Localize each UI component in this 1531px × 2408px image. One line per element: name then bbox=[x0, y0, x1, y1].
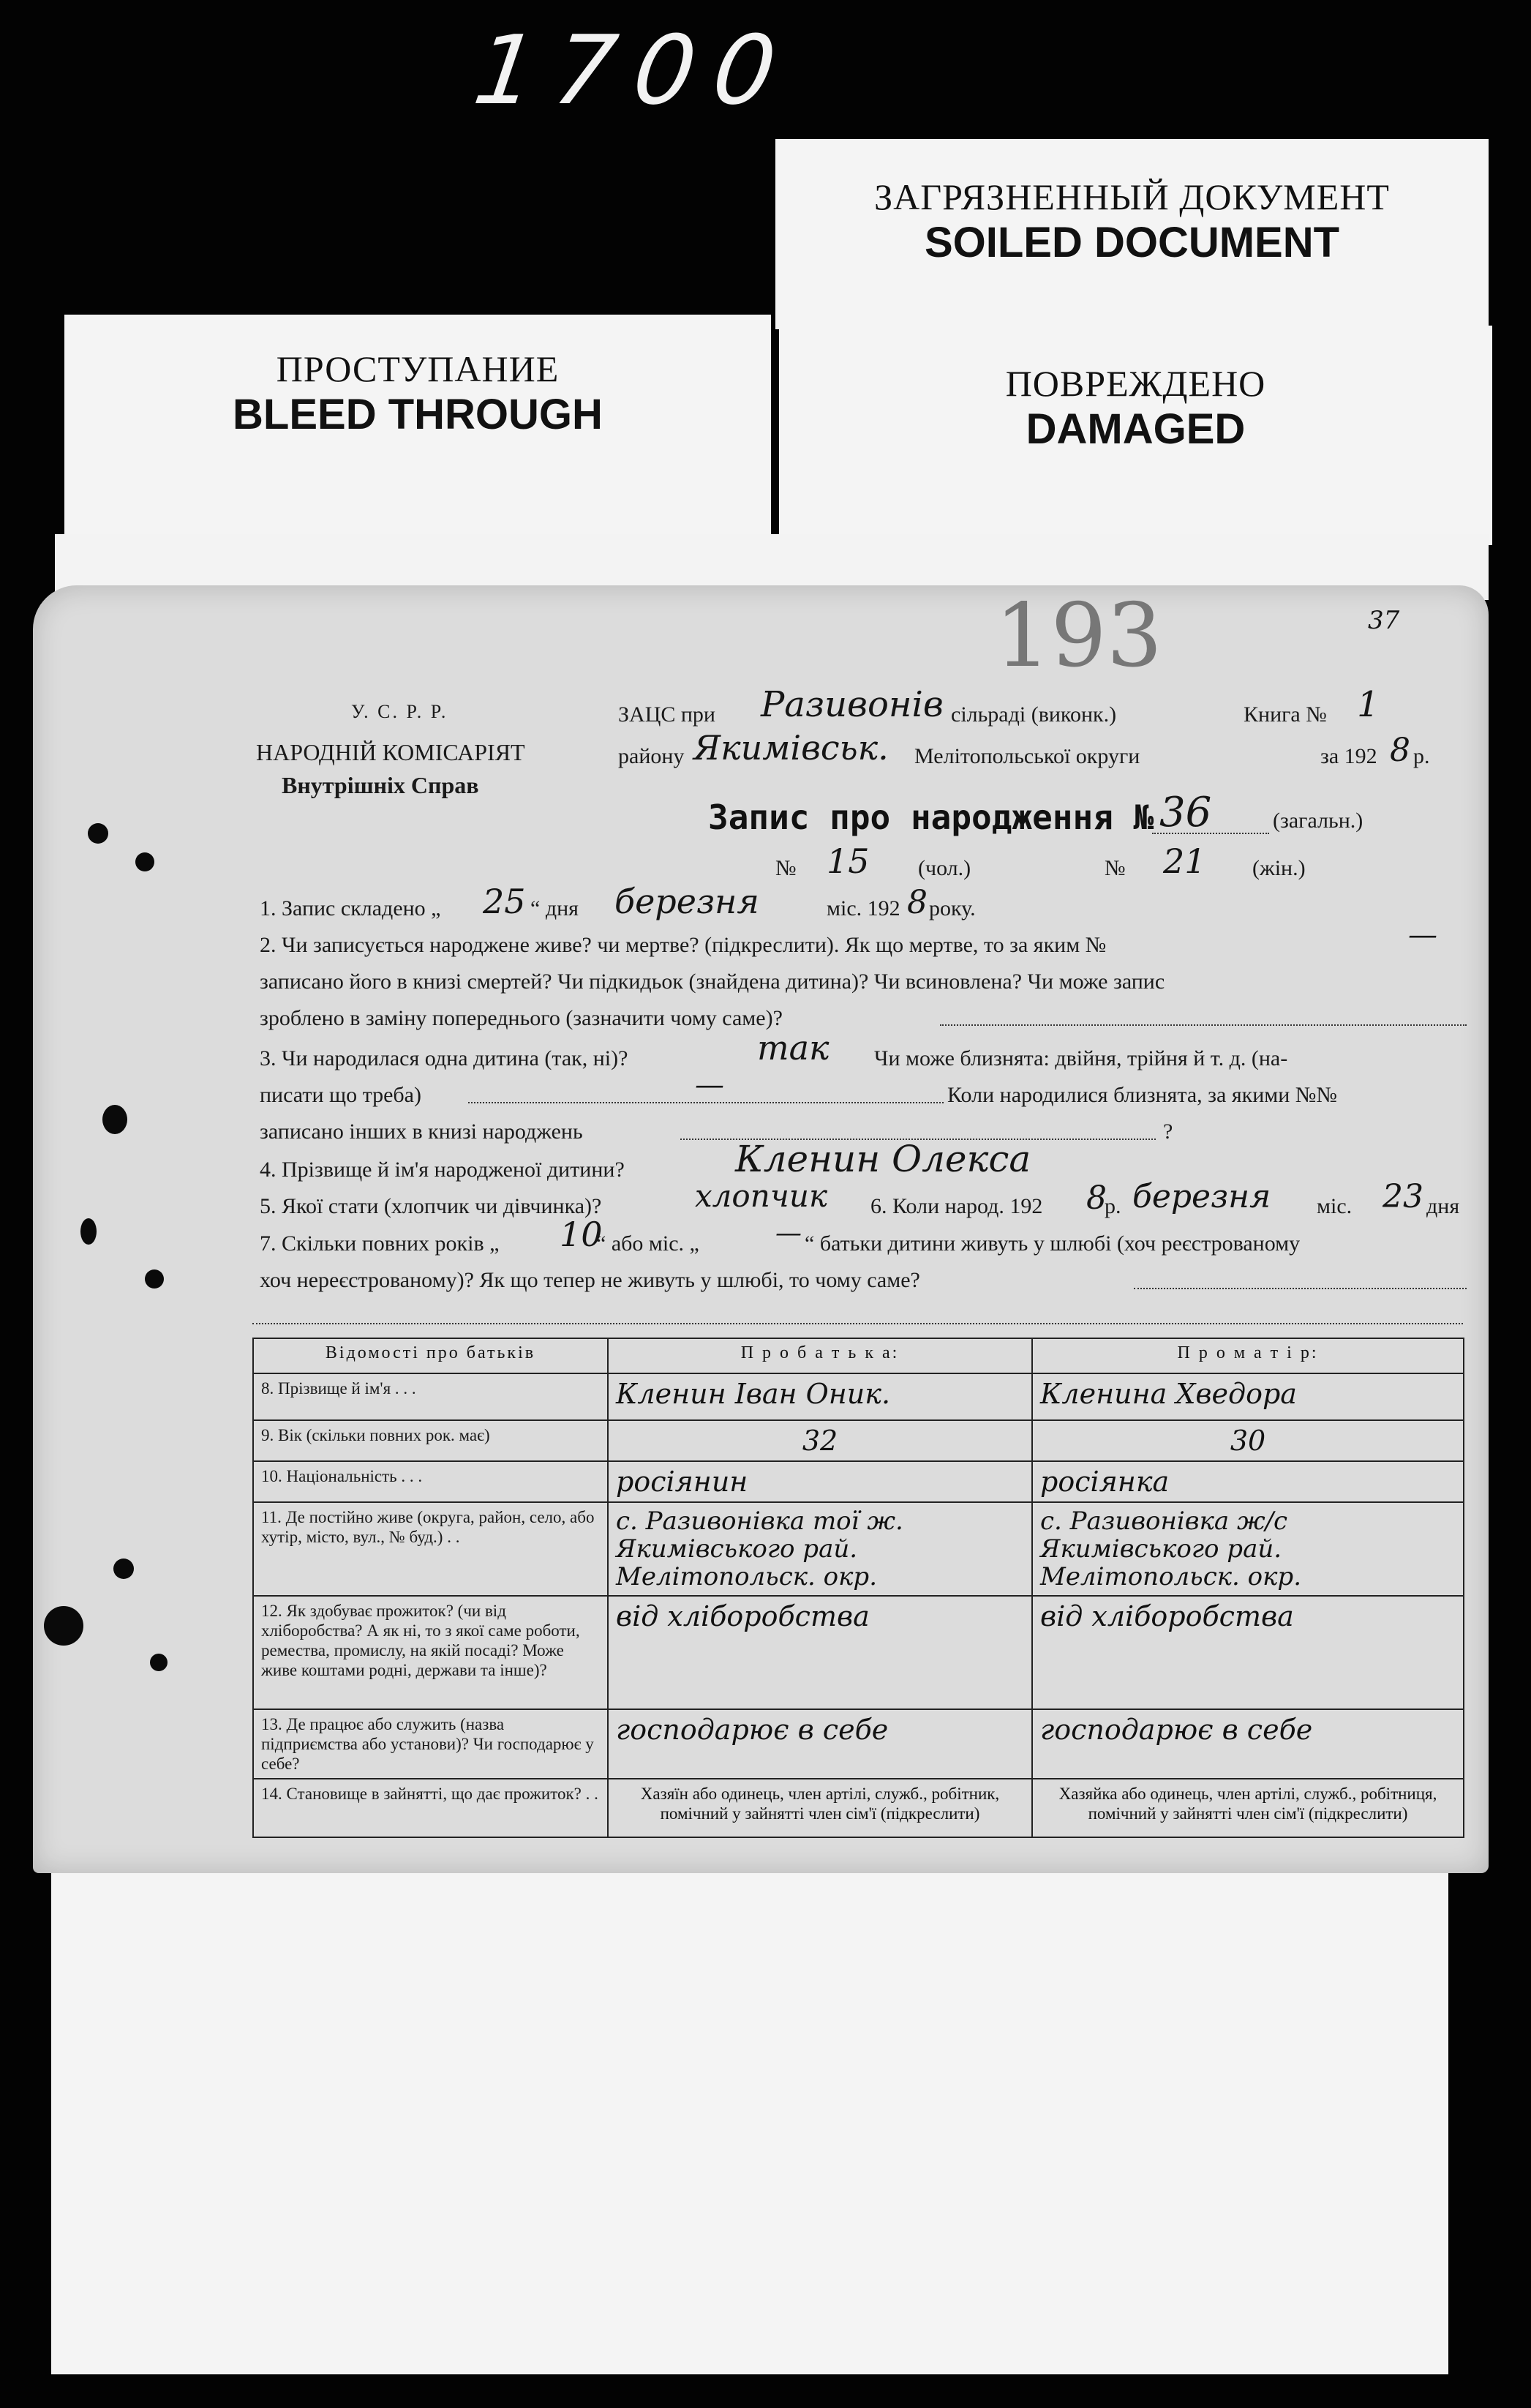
table-header bbox=[253, 1338, 1464, 1373]
okruha: Мелітопольської округи bbox=[914, 744, 1140, 768]
father-value: господарює в себе bbox=[608, 1709, 1032, 1779]
child-sex: хлопчик bbox=[695, 1178, 828, 1214]
q7-line: 7. Скільки повних років „ bbox=[260, 1231, 500, 1256]
damaged-label-ru: ПОВРЕЖДЕНО bbox=[1005, 363, 1266, 404]
soiled-document-label bbox=[775, 139, 1489, 329]
q2-line-cont: записано його в книзі смертей? Чи підкидьок (знайдена дитина)? Чи всиновлена? Чи може запис bbox=[260, 969, 1165, 994]
damage-hole bbox=[135, 852, 154, 871]
soiled-label-en: SOILED DOCUMENT bbox=[924, 219, 1340, 266]
birth-month: березня bbox=[1132, 1178, 1271, 1215]
mother-value: с. Разивонівка ж/с Якимівського рай. Мелітопольск. окр. bbox=[1032, 1502, 1464, 1596]
q1-year-label: року. bbox=[929, 896, 976, 920]
mother-value: від хліборобства bbox=[1032, 1596, 1464, 1709]
zags-prefix: ЗАЦС при bbox=[618, 702, 715, 727]
q2-line: 2. Чи записується народжене живе? чи мертве? (підкреслити). Як що мертве, то за яким № bbox=[260, 933, 1107, 957]
birth-day: 23 bbox=[1383, 1178, 1423, 1215]
q1-prefix: 1. Запис складено „ bbox=[260, 896, 441, 920]
q3-answer: так bbox=[757, 1028, 830, 1068]
q6-day-label: дня bbox=[1426, 1194, 1460, 1218]
mother-value: 30 bbox=[1032, 1420, 1464, 1461]
zags-suffix: сільраді (виконк.) bbox=[951, 702, 1117, 727]
q1-day-label: “ дня bbox=[530, 896, 579, 920]
female-label: (жін.) bbox=[1252, 856, 1306, 880]
father-value: росіянин bbox=[608, 1461, 1032, 1502]
record-year: 8 bbox=[907, 884, 928, 921]
q5-line: 5. Якої стати (хлопчик чи дівчинка)? bbox=[260, 1194, 602, 1218]
damage-hole bbox=[113, 1559, 134, 1579]
q3-twins: Коли народилися близнята, за якими №№ bbox=[947, 1083, 1338, 1107]
dotted-separator bbox=[252, 1323, 1463, 1324]
record-day: 25 bbox=[483, 882, 526, 921]
q3-line-b: Чи може близнята: двійня, трійня й т. д. (на- bbox=[874, 1046, 1288, 1070]
dotted-line bbox=[468, 1102, 944, 1103]
general-label: (загальн.) bbox=[1273, 809, 1363, 833]
dotted-line bbox=[1134, 1288, 1467, 1289]
record-month: березня bbox=[614, 882, 759, 921]
damage-hole bbox=[102, 1105, 127, 1134]
row-question: 9. Вік (скільки повних рок. має) bbox=[253, 1420, 608, 1461]
male-label: (чол.) bbox=[918, 856, 971, 880]
damage-hole bbox=[80, 1218, 97, 1245]
dotted-line bbox=[1152, 833, 1269, 834]
father-value: від хліборобства bbox=[608, 1596, 1032, 1709]
father-value: Хазяїн або одинець, член артілі, служб., робітник, помічний у зайнятті член сім'ї (підкреслити) bbox=[608, 1779, 1032, 1837]
mother-value: господарює в себе bbox=[1032, 1709, 1464, 1779]
female-count: 21 bbox=[1163, 841, 1206, 881]
row-question: 13. Де працює або служить (назва підприємства або установи)? Чи господарює у себе? bbox=[253, 1709, 608, 1779]
parents-table bbox=[252, 1338, 1464, 1838]
damage-hole bbox=[88, 823, 108, 844]
backing-sheet bbox=[51, 1862, 1448, 2374]
district-name: Якимівськ. bbox=[693, 728, 889, 768]
female-no-label: № bbox=[1105, 856, 1126, 880]
bleed-label-en: BLEED THROUGH bbox=[233, 391, 603, 438]
year-label: за 192 bbox=[1320, 744, 1377, 768]
q7-line-b: “ або міс. „ bbox=[596, 1231, 699, 1256]
q3-line-cont: писати що треба) bbox=[260, 1083, 421, 1107]
table-row bbox=[253, 1709, 1464, 1779]
male-count: 15 bbox=[827, 841, 870, 881]
year-digit: 8 bbox=[1390, 732, 1410, 769]
q3-line-end: записано інших в книзі народжень bbox=[260, 1119, 583, 1144]
damage-hole bbox=[145, 1269, 164, 1289]
q1-month-label: міс. 192 bbox=[827, 896, 900, 920]
record-title: Запис про народження № bbox=[708, 798, 1154, 837]
q6-month-label: міс. bbox=[1317, 1194, 1353, 1218]
q6-year-suffix: р. bbox=[1105, 1194, 1121, 1218]
mother-value: Кленина Хведора bbox=[1032, 1373, 1464, 1420]
row-question: 10. Національність . . . bbox=[253, 1461, 608, 1502]
q3-mark: ? bbox=[1163, 1119, 1173, 1144]
book-number: 1 bbox=[1357, 684, 1380, 725]
q7-line-c: “ батьки дитини живуть у шлюбі (хоч реєстрованому bbox=[805, 1231, 1301, 1256]
frame-number: 1700 bbox=[467, 15, 802, 126]
table-row bbox=[253, 1420, 1464, 1461]
village-name: Разивонів bbox=[761, 684, 944, 725]
table-row bbox=[253, 1596, 1464, 1709]
birth-year: 8 bbox=[1086, 1179, 1107, 1217]
q4-line: 4. Прізвище й ім'я народженої дитини? bbox=[260, 1158, 625, 1182]
damage-hole bbox=[44, 1606, 83, 1646]
table-row bbox=[253, 1461, 1464, 1502]
issuer-commissariat: НАРОДНІЙ КОМІСАРІЯТ bbox=[256, 739, 525, 765]
record-number: 36 bbox=[1159, 789, 1212, 836]
row-question: 12. Як здобуває прожиток? (чи від хліборобства? А як ні, то з якої саме роботи, ремества, промислу, на якій посаді? Може живе коштами родні, держави та інше)? bbox=[253, 1596, 608, 1709]
damage-hole bbox=[150, 1654, 168, 1671]
dotted-line bbox=[940, 1024, 1467, 1026]
bleed-through-label bbox=[64, 315, 771, 541]
page-number: 37 bbox=[1368, 606, 1400, 635]
row-question: 11. Де постійно живе (округа, район, село, або хутір, місто, вул., № буд.) . . bbox=[253, 1502, 608, 1596]
table-row bbox=[253, 1373, 1464, 1420]
child-name: Кленин Олекса bbox=[735, 1138, 1031, 1180]
q6-line: 6. Коли народ. 192 bbox=[870, 1194, 1043, 1218]
q2-answer: — bbox=[1408, 918, 1437, 952]
year-suffix: р. bbox=[1413, 744, 1430, 768]
twins-answer: — bbox=[695, 1068, 724, 1102]
table-row bbox=[253, 1502, 1464, 1596]
district-label: району bbox=[618, 744, 685, 768]
q2-line-end: зроблено в заміну попереднього (зазначити чому саме)? bbox=[260, 1006, 783, 1030]
header-father: П р о б а т ь к а: bbox=[608, 1338, 1032, 1373]
male-no-label: № bbox=[775, 856, 797, 880]
soiled-label-ru: ЗАГРЯЗНЕННЫЙ ДОКУМЕНТ bbox=[874, 176, 1390, 217]
issuer-republic: У. С. Р. Р. bbox=[351, 701, 448, 722]
header-info: Відомості про батьків bbox=[253, 1338, 608, 1373]
bleed-label-ru: ПРОСТУПАНИЕ bbox=[276, 348, 560, 389]
damaged-label-en: DAMAGED bbox=[1026, 405, 1246, 453]
mother-value: росіянка bbox=[1032, 1461, 1464, 1502]
header-mother: П р о м а т і р: bbox=[1032, 1338, 1464, 1373]
row-question: 8. Прізвище й ім'я . . . bbox=[253, 1373, 608, 1420]
father-value: Кленин Іван Оник. bbox=[608, 1373, 1032, 1420]
q7-line-end: хоч нереєстрованому)? Як що тепер не живуть у шлюбі, то чому саме? bbox=[260, 1268, 920, 1292]
issuer-ministry: Внутрішніх Справ bbox=[282, 772, 479, 798]
marriage-months: — bbox=[775, 1218, 802, 1248]
table-row bbox=[253, 1779, 1464, 1837]
row-question: 14. Становище в зайнятті, що дає прожиток? . . bbox=[253, 1779, 608, 1837]
father-value: 32 bbox=[608, 1420, 1032, 1461]
q3-line: 3. Чи народилася одна дитина (так, ні)? bbox=[260, 1046, 628, 1070]
damaged-label bbox=[779, 326, 1492, 545]
father-value: с. Разивонівка тої ж. Якимівського рай. Мелітопольск. окр. bbox=[608, 1502, 1032, 1596]
archive-number: 193 bbox=[995, 585, 1163, 687]
mother-value: Хазяйка або одинець, член артілі, служб., робітниця, помічний у зайнятті член сім'ї (підкреслити) bbox=[1032, 1779, 1464, 1837]
book-label: Книга № bbox=[1244, 702, 1327, 727]
marriage-years: 10 bbox=[560, 1215, 603, 1254]
